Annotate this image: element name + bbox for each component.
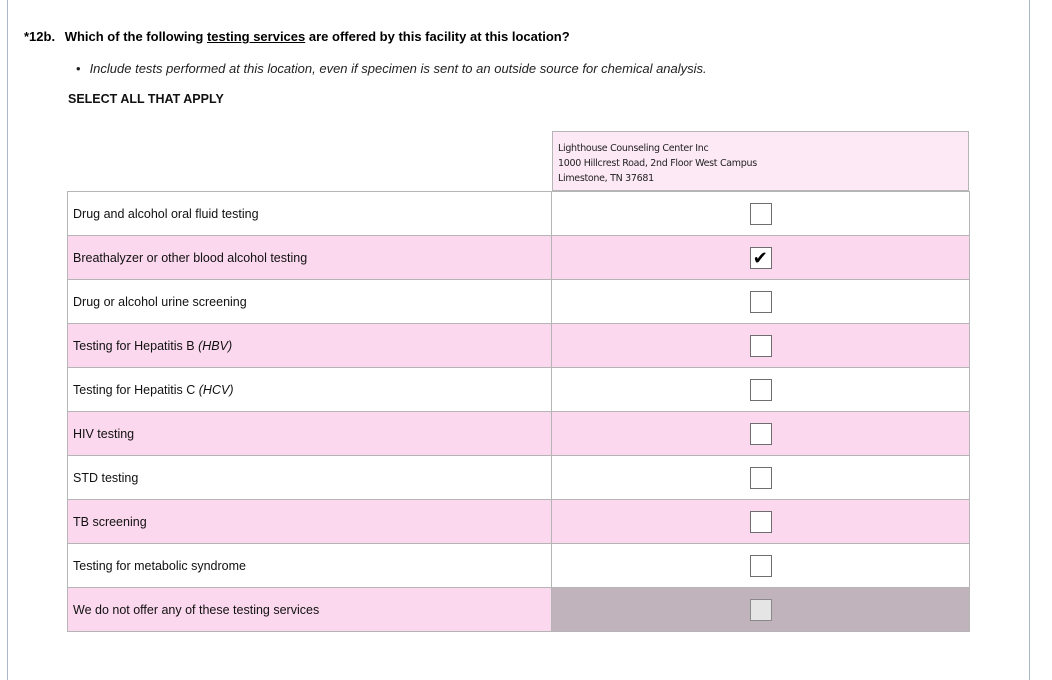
checkbox-hiv-testing[interactable]	[750, 423, 772, 445]
testing-services-table	[67, 191, 970, 632]
question-12b	[24, 29, 570, 44]
checkbox-tb-screening[interactable]	[750, 511, 772, 533]
facility-name: Lighthouse Counseling Center Inc	[558, 143, 709, 154]
table-row	[68, 192, 970, 236]
option-label: Testing for metabolic syndrome	[68, 544, 552, 588]
table-row	[68, 588, 970, 632]
option-label: Testing for Hepatitis B (HBV)	[68, 324, 552, 368]
question-text-before: Which of the following	[64, 29, 204, 44]
option-label: Drug and alcohol oral fluid testing	[68, 192, 552, 236]
table-row	[68, 324, 970, 368]
option-abbr: (HBV)	[198, 338, 233, 353]
instruction-bullet	[76, 61, 707, 76]
checkbox-std-testing[interactable]	[750, 467, 772, 489]
testing-services-link[interactable]: testing services	[206, 29, 306, 44]
select-all-label: SELECT ALL THAT APPLY	[68, 92, 224, 106]
instruction-text: Include tests performed at this location, even if specimen is sent to an outside source for chemical analysis.	[89, 61, 707, 76]
option-label: Testing for Hepatitis C (HCV)	[68, 368, 552, 412]
option-label: We do not offer any of these testing services	[68, 588, 552, 632]
table-row	[68, 368, 970, 412]
checkbox-urine-screening[interactable]	[750, 291, 772, 313]
checkbox-hepatitis-c[interactable]	[750, 379, 772, 401]
checkbox-none-of-these[interactable]	[750, 599, 772, 621]
option-label: TB screening	[68, 500, 552, 544]
table-row	[68, 412, 970, 456]
table-row	[68, 544, 970, 588]
checkbox-oral-fluid-testing[interactable]	[750, 203, 772, 225]
facility-column-header	[552, 131, 969, 191]
checkbox-hepatitis-b[interactable]	[750, 335, 772, 357]
option-label: Breathalyzer or other blood alcohol testing	[68, 236, 552, 280]
bullet-icon: •	[76, 61, 81, 76]
facility-address: 1000 Hillcrest Road, 2nd Floor West Campus	[558, 158, 757, 169]
checkmark-icon: ✔	[752, 247, 768, 268]
table-row	[68, 456, 970, 500]
option-label: Drug or alcohol urine screening	[68, 280, 552, 324]
checkbox-metabolic-syndrome[interactable]	[750, 555, 772, 577]
question-text-after: are offered by this facility at this location?	[308, 29, 570, 44]
option-label: STD testing	[68, 456, 552, 500]
table-row	[68, 280, 970, 324]
option-abbr: (HCV)	[198, 382, 234, 397]
question-number: *12b.	[24, 29, 56, 44]
option-label: HIV testing	[68, 412, 552, 456]
table-row	[68, 236, 970, 280]
checkbox-breathalyzer-testing[interactable]	[750, 247, 772, 269]
facility-city-state-zip: Limestone, TN 37681	[558, 173, 654, 184]
table-row	[68, 500, 970, 544]
